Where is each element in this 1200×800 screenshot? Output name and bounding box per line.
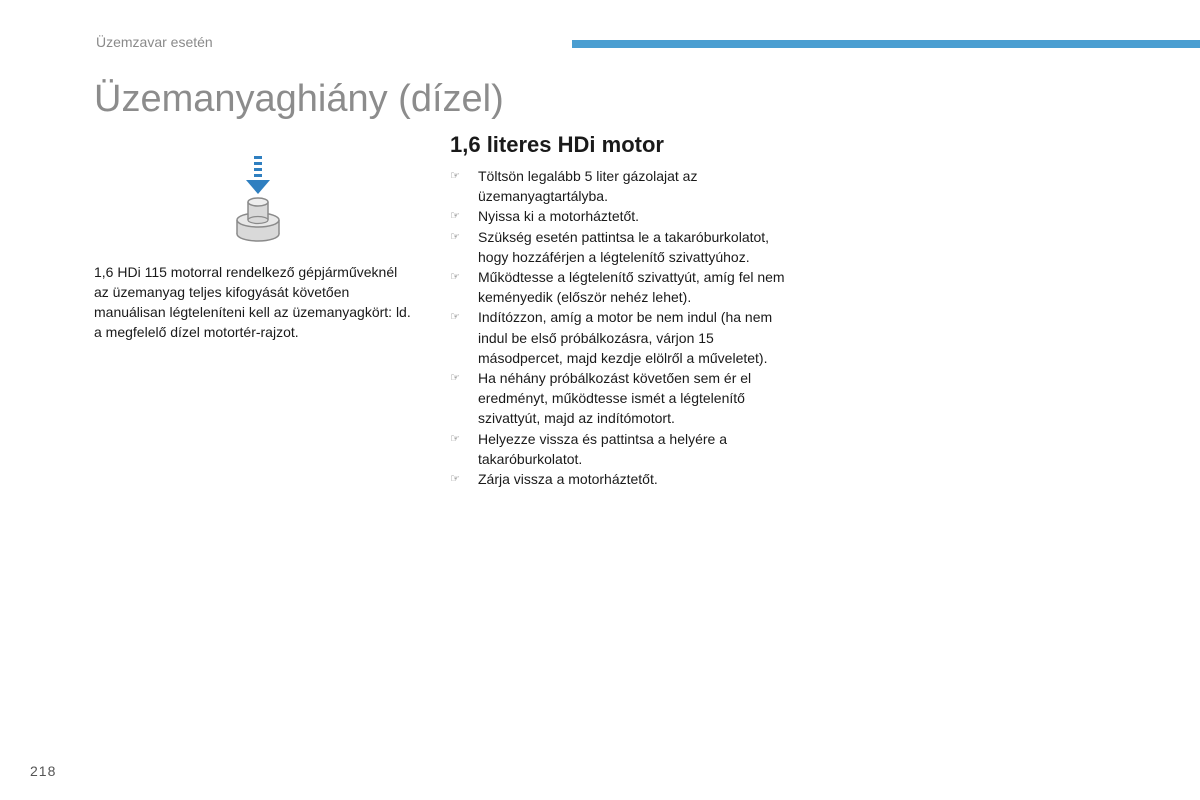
- step-text: Helyezze vissza és pattintsa a helyére a takaróburkolatot.: [478, 430, 728, 467]
- pointing-hand-icon: ☞: [450, 311, 460, 324]
- section-title: 1,6 literes HDi motor: [450, 132, 664, 157]
- pointing-hand-icon: ☞: [450, 432, 460, 445]
- pointing-hand-icon: ☞: [450, 372, 460, 385]
- step-item: [448, 368, 788, 429]
- step-text: Ha néhány próbálkozást követően sem ér el eredményt, működtesse ismét a légtelenítő szivattyút, majd az indítómotort.: [478, 370, 752, 427]
- page-title: Üzemanyaghiány (dízel): [94, 78, 504, 120]
- step-text: Szükség esetén pattintsa le a takaróburkolatot, hogy hozzáférjen a légtelenítő szivattyúhoz.: [478, 228, 770, 265]
- pointing-hand-icon: ☞: [450, 473, 460, 486]
- pointing-hand-icon: ☞: [450, 210, 460, 223]
- pointing-hand-icon: ☞: [450, 230, 460, 243]
- step-text: Működtesse a légtelenítő szivattyút, amíg fel nem keményedik (először nehéz lehet).: [478, 269, 785, 306]
- page-number: 218: [30, 763, 57, 779]
- step-item: [448, 166, 788, 206]
- steps-list: [448, 166, 788, 489]
- step-item: [448, 429, 788, 469]
- step-item: [448, 227, 788, 267]
- step-text: Zárja vissza a motorháztetőt.: [478, 471, 658, 488]
- intro-paragraph: 1,6 HDi 115 motorral rendelkező gépjárműveknél az üzemanyag teljes kifogyását követően manuálisan légteleníteni kell az üzemanyagkört: ld. a megfelelő dízel motortér-rajzot.: [94, 264, 411, 340]
- pointing-hand-icon: ☞: [450, 271, 460, 284]
- pointing-hand-icon: ☞: [450, 170, 460, 182]
- step-item: [448, 469, 788, 489]
- header-accent-bar: [572, 40, 1200, 48]
- step-item: [448, 307, 788, 368]
- step-item: [448, 206, 788, 226]
- step-text: Indítózzon, amíg a motor be nem indul (ha nem indul be első próbálkozásra, várjon 15 másodpercet, majd kezdje elölről a műveletet).: [478, 309, 773, 366]
- step-text: Nyissa ki a motorháztetőt.: [478, 208, 640, 225]
- step-item: [448, 267, 788, 307]
- section-header: Üzemzavar esetén: [96, 34, 213, 50]
- priming-pump-icon: [232, 154, 284, 246]
- step-text: Töltsön legalább 5 liter gázolajat az üzemanyagtartályba.: [478, 168, 698, 205]
